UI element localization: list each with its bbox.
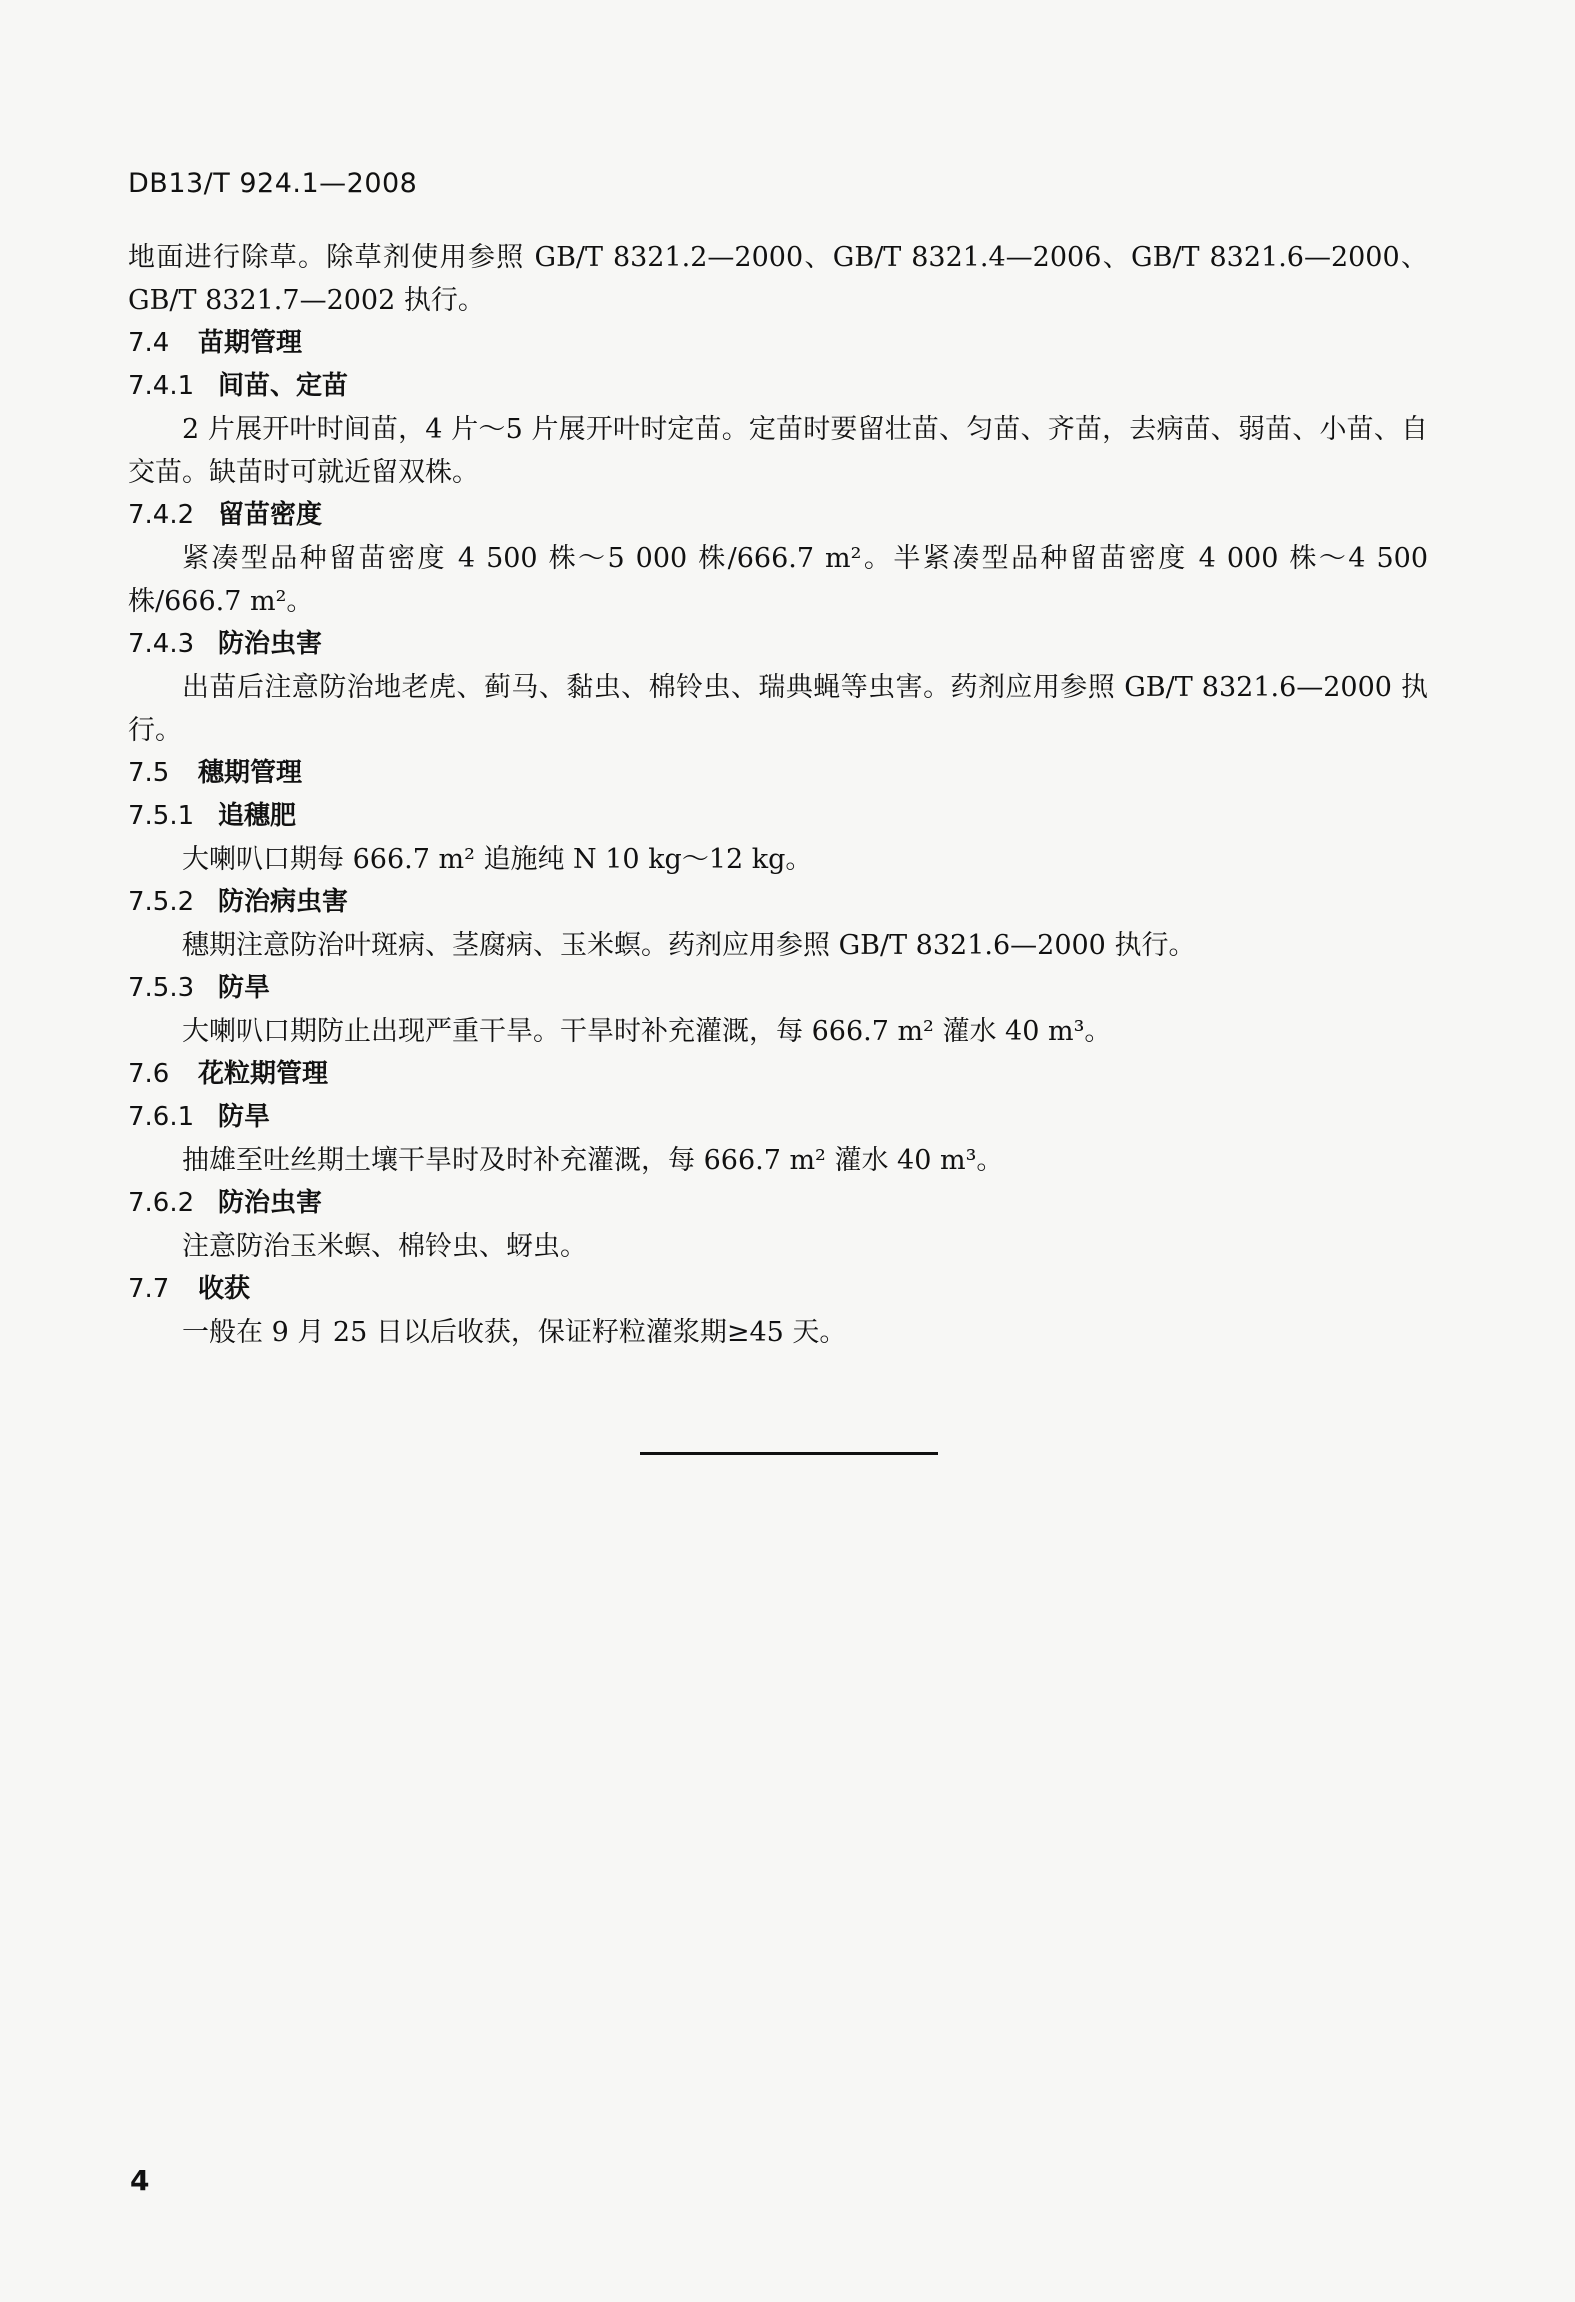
heading-number: 7.5.1: [128, 801, 195, 831]
subsection-heading: [128, 623, 1428, 666]
heading-title: 苗期管理: [198, 328, 303, 358]
subsection-heading: [128, 795, 1428, 838]
heading-number: 7.6: [128, 1059, 170, 1089]
heading-title: 花粒期管理: [198, 1059, 329, 1089]
heading-number: 7.5.2: [128, 887, 195, 917]
document-body: [128, 236, 1428, 1354]
heading-title: 防治虫害: [218, 1188, 323, 1218]
heading-number: 7.4: [128, 328, 170, 358]
subsection-heading: [128, 494, 1428, 537]
paragraph: 穗期注意防治叶斑病、茎腐病、玉米螟。药剂应用参照 GB/T 8321.6—2000 执行。: [182, 930, 1196, 961]
subsection-heading: [128, 365, 1428, 408]
heading-title: 穗期管理: [198, 758, 303, 788]
section-heading: [128, 322, 1428, 365]
heading-title: 防治虫害: [218, 629, 323, 659]
paragraph: 抽雄至吐丝期土壤干旱时及时补充灌溉，每 666.7 m² 灌水 40 m³。: [182, 1145, 1004, 1176]
section-heading: [128, 1053, 1428, 1096]
heading-number: 7.4.1: [128, 371, 195, 401]
heading-title: 防旱: [218, 1102, 271, 1132]
heading-title: 间苗、定苗: [218, 371, 349, 401]
paragraph: 地面进行除草。除草剂使用参照 GB/T 8321.2—2000、GB/T 8321.4—2006、GB/T 8321.6—2000、GB/T 8321.7—2002 执行。: [128, 242, 1428, 316]
heading-title: 收获: [198, 1274, 251, 1304]
subsection-heading: [128, 1182, 1428, 1225]
paragraph: 大喇叭口期每 666.7 m² 追施纯 N 10 kg～12 kg。: [182, 844, 813, 875]
heading-title: 防治病虫害: [218, 887, 349, 917]
standard-code: DB13/T 924.1—2008: [128, 168, 418, 199]
heading-number: 7.6.2: [128, 1188, 195, 1218]
section-heading: [128, 1268, 1428, 1311]
paragraph: 一般在 9 月 25 日以后收获，保证籽粒灌浆期≥45 天。: [182, 1317, 847, 1348]
heading-number: 7.6.1: [128, 1102, 195, 1132]
heading-number: 7.5.3: [128, 973, 195, 1003]
paragraph: 紧凑型品种留苗密度 4 500 株～5 000 株/666.7 m²。半紧凑型品种留苗密度 4 000 株～4 500 株/666.7 m²。: [128, 543, 1428, 617]
heading-title: 留苗密度: [218, 500, 323, 530]
heading-title: 防旱: [218, 973, 271, 1003]
paragraph: 2 片展开叶时间苗，4 片～5 片展开叶时定苗。定苗时要留壮苗、匀苗、齐苗，去病苗、弱苗、小苗、自交苗。缺苗时可就近留双株。: [128, 414, 1428, 488]
paragraph: 注意防治玉米螟、棉铃虫、蚜虫。: [182, 1231, 587, 1262]
end-rule: [640, 1452, 938, 1455]
heading-title: 追穗肥: [218, 801, 297, 831]
section-heading: [128, 752, 1428, 795]
paragraph: 出苗后注意防治地老虎、蓟马、黏虫、棉铃虫、瑞典蝇等虫害。药剂应用参照 GB/T 8321.6—2000 执行。: [128, 672, 1428, 746]
heading-number: 7.5: [128, 758, 170, 788]
subsection-heading: [128, 967, 1428, 1010]
heading-number: 7.4.2: [128, 500, 195, 530]
page-number: 4: [130, 2164, 150, 2197]
heading-number: 7.4.3: [128, 629, 195, 659]
paragraph: 大喇叭口期防止出现严重干旱。干旱时补充灌溉，每 666.7 m² 灌水 40 m³。: [182, 1016, 1112, 1047]
subsection-heading: [128, 881, 1428, 924]
subsection-heading: [128, 1096, 1428, 1139]
heading-number: 7.7: [128, 1274, 170, 1304]
